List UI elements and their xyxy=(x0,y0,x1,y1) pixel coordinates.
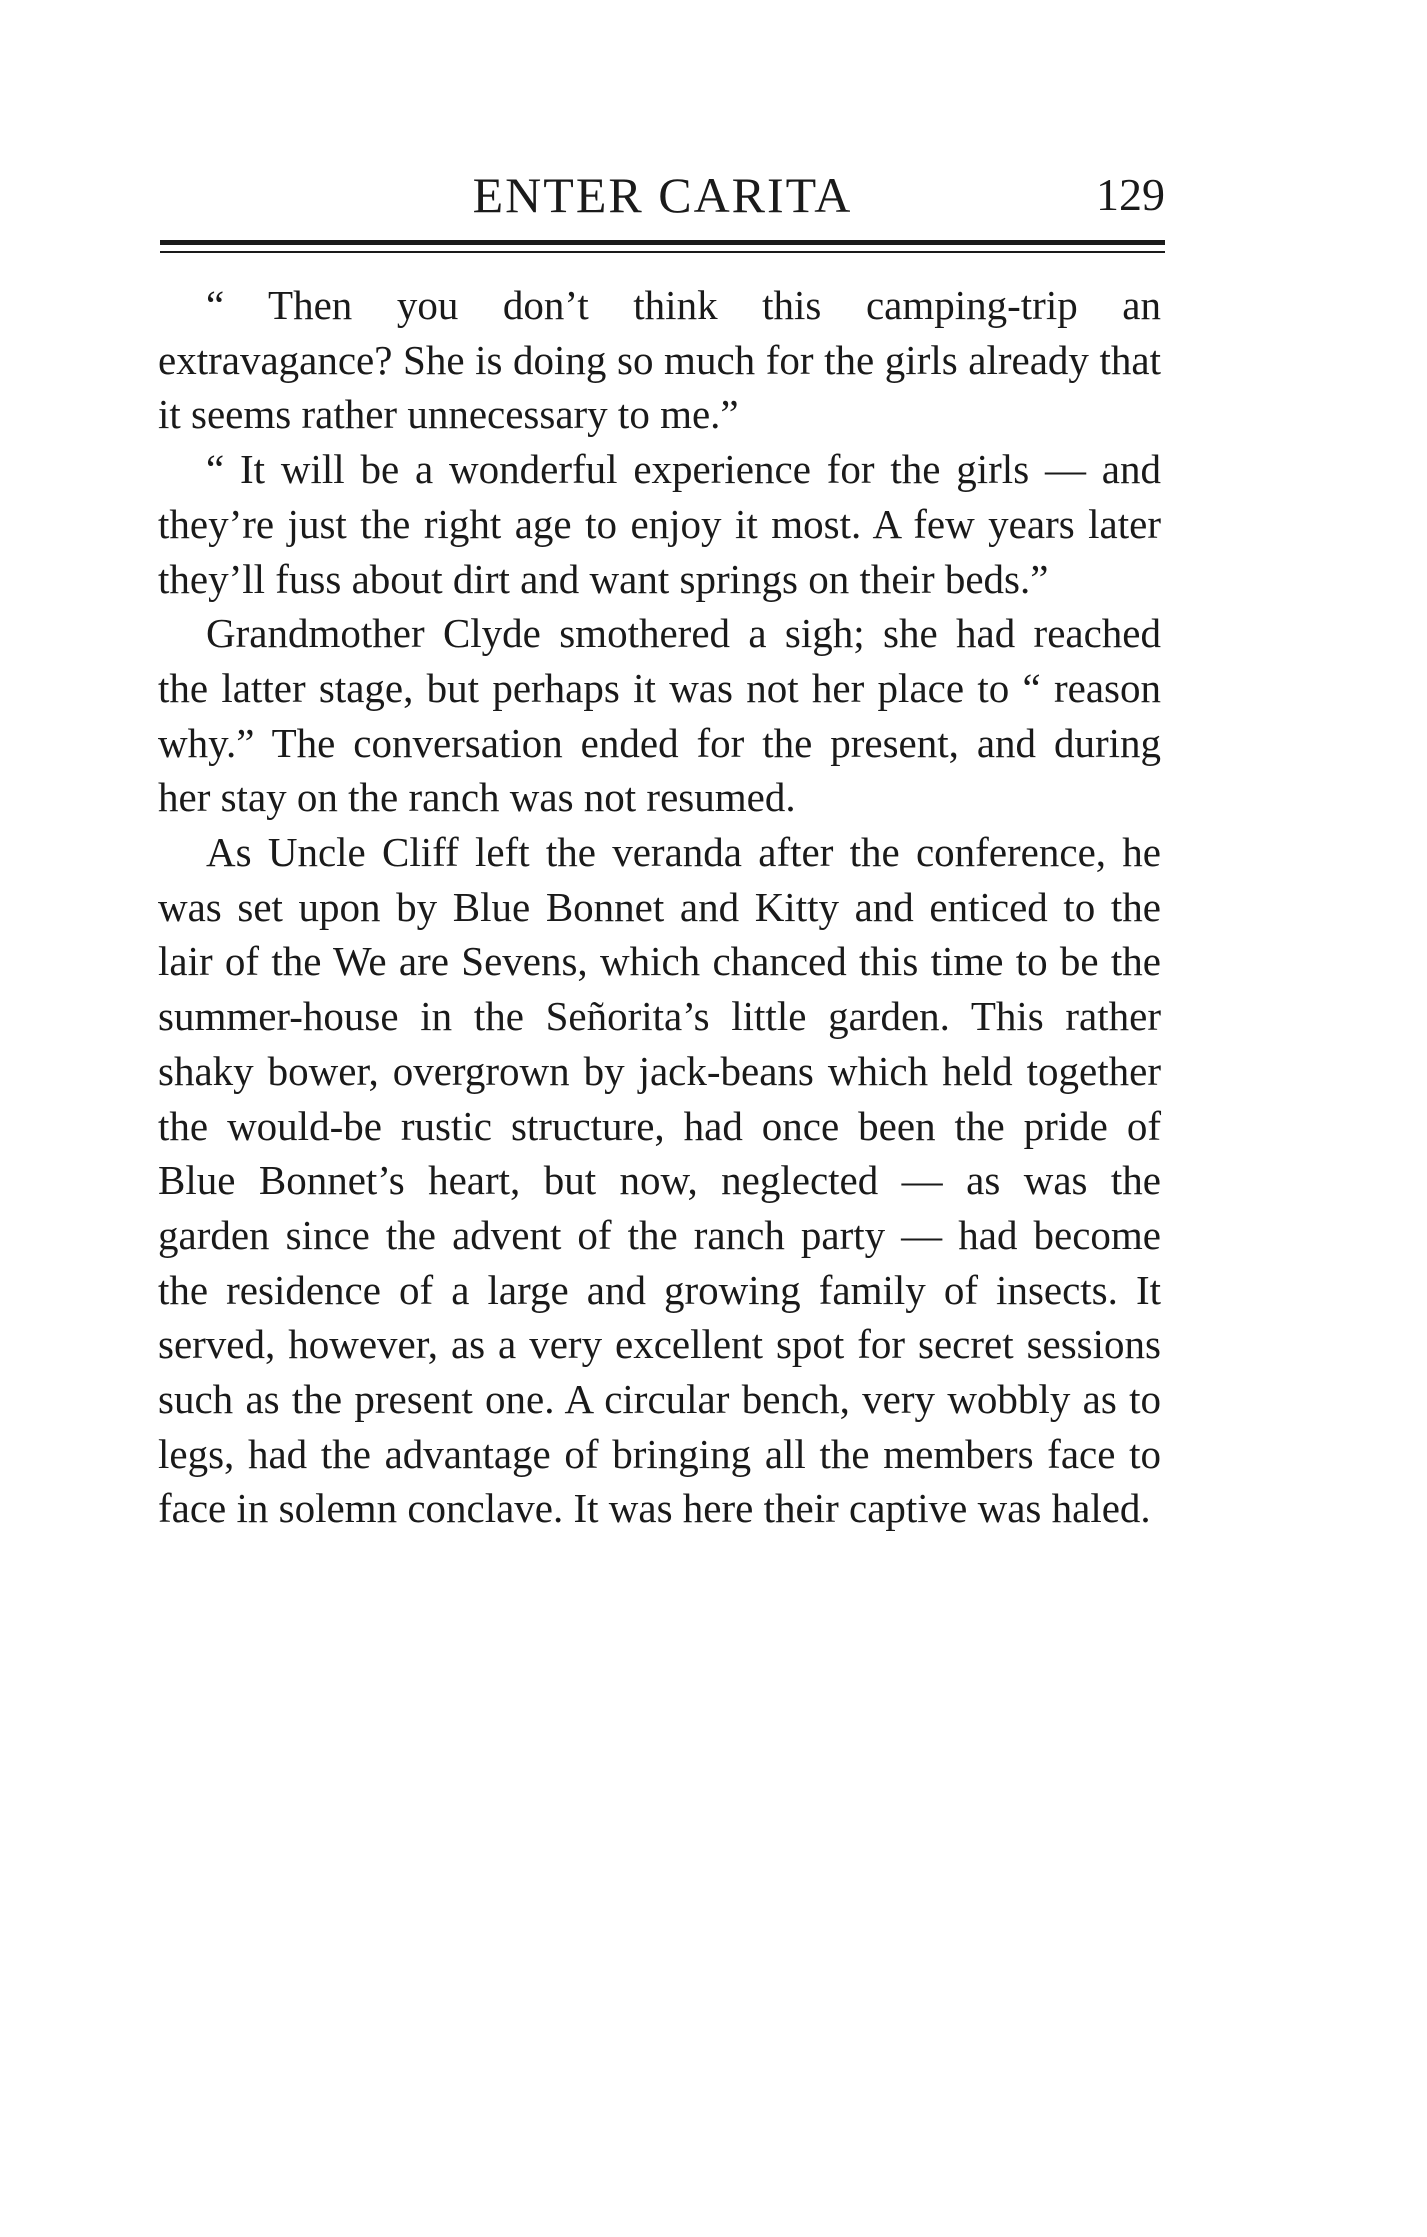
paragraph: As Uncle Cliff left the veranda after the conference, he was set upon by Blue Bonnet and Kitty and enticed to the lair of the We are Sevens, which chanced this time to be the summer-house in the Señorita’s little garden. This rather shaky bower, overgrown by jack-beans which held together the would-be rustic structure, had once been the pride of Blue Bonnet’s heart, but now, neglected — as was the garden since the advent of the ranch party — had become the residence of a large and growing family of insects. It served, however, as a very excellent spot for secret sessions such as the present one. A circular bench, very wobbly as to legs, had the advantage of bringing all the members face to face in solemn conclave. It was here their captive was haled. xyxy=(158,829,1161,1532)
page-number: 129 xyxy=(1096,169,1165,220)
paragraph: Grandmother Clyde smothered a sigh; she had reached the latter stage, but perhaps it was not her place to “ reason why.” The conversation ended for the present, and during her stay on the ranch was not resumed. xyxy=(158,610,1161,821)
header-rule-thin xyxy=(160,251,1165,253)
paragraph: “ It will be a wonderful experience for the girls — and they’re just the right age to enjoy it most. A few years later they’ll fuss about dirt and want springs on their beds.” xyxy=(158,446,1161,602)
paragraph: “ Then you don’t think this camping-trip an extravagance? She is doing so much for the girls already that it seems rather unnecessary to me.” xyxy=(158,282,1161,438)
running-head xyxy=(160,160,1165,230)
header-rule-thick xyxy=(160,240,1165,245)
body-text xyxy=(158,278,1161,1536)
chapter-title: ENTER CARITA xyxy=(472,167,853,223)
